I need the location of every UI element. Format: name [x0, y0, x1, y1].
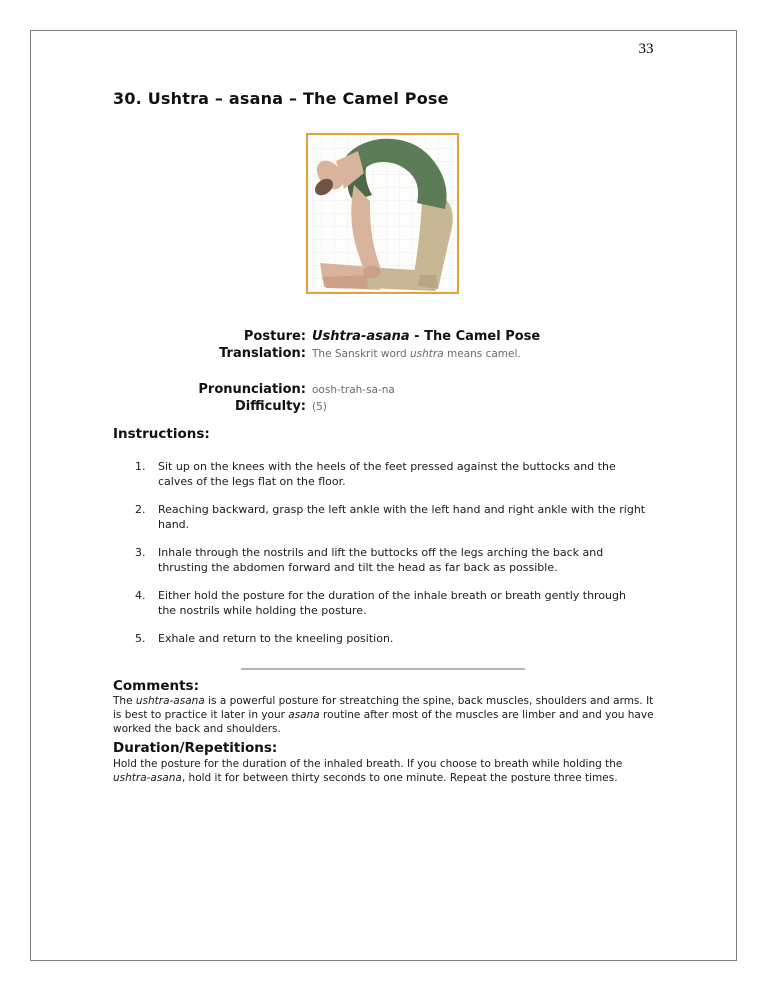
- translation-row: [31, 345, 631, 363]
- section-divider: [241, 668, 525, 670]
- instruction-item-5: [135, 632, 647, 647]
- posture-sanskrit: Ushtra-asana: [312, 329, 410, 344]
- item-number: 2.: [135, 503, 146, 516]
- pronunciation-label: Pronunciation:: [198, 382, 306, 397]
- page-number: 33: [638, 41, 654, 57]
- instruction-item-3: [135, 546, 647, 575]
- item-text: Reaching backward, grasp the left ankle with the left hand and right ankle with the right hand.: [158, 503, 646, 531]
- instructions-list: [135, 460, 647, 661]
- duration-heading: Duration/Repetitions:: [113, 740, 278, 756]
- pronunciation-value: oosh-trah-sa-na: [312, 384, 395, 396]
- difficulty-label: Difficulty:: [234, 399, 306, 414]
- translation-value: The Sanskrit word ushtra means camel.: [312, 348, 521, 360]
- item-number: 5.: [135, 632, 146, 645]
- item-text: Inhale through the nostrils and lift the buttocks off the legs arching the back and thrusting the abdomen forward and tilt the head as far back as possible.: [158, 546, 604, 574]
- pose-details: [31, 328, 631, 416]
- translation-label: Translation:: [219, 346, 306, 361]
- item-number: 3.: [135, 546, 146, 559]
- comments-heading: Comments:: [113, 678, 199, 694]
- instructions-heading: Instructions:: [113, 426, 210, 442]
- page-title: 30. Ushtra – asana – The Camel Pose: [113, 89, 449, 108]
- item-text: Either hold the posture for the duration of the inhale breath or breath gently through the nostrils while holding the posture.: [158, 589, 626, 617]
- document-page: [30, 30, 737, 961]
- camel-pose-photo: [306, 133, 459, 294]
- item-text: Exhale and return to the kneeling position.: [158, 632, 394, 645]
- difficulty-row: [31, 398, 631, 416]
- posture-value: [312, 328, 540, 345]
- posture-row: [31, 328, 631, 345]
- comments-text: The ushtra-asana is a powerful posture for streatching the spine, back muscles, shoulders and arms. It is best to practice it later in your asana routine after most of the muscles are limber and and you have worked the back and shoulders.: [113, 695, 654, 735]
- item-number: 4.: [135, 589, 146, 602]
- pronunciation-row: [31, 382, 631, 398]
- item-text: Sit up on the knees with the heels of the feet pressed against the buttocks and the calves of the legs flat on the floor.: [158, 460, 616, 488]
- duration-text: Hold the posture for the duration of the inhaled breath. If you choose to breath while holding the ushtra-asana, hold it for between thirty seconds to one minute. Repeat the posture three times.: [113, 758, 623, 784]
- posture-english: - The Camel Pose: [409, 329, 541, 344]
- instruction-item-4: [135, 589, 647, 618]
- instruction-item-1: [135, 460, 647, 489]
- camel-pose-illustration: [308, 135, 457, 292]
- instruction-item-2: [135, 503, 647, 532]
- difficulty-value: (5): [312, 401, 327, 413]
- posture-label: Posture:: [243, 329, 306, 344]
- item-number: 1.: [135, 460, 146, 473]
